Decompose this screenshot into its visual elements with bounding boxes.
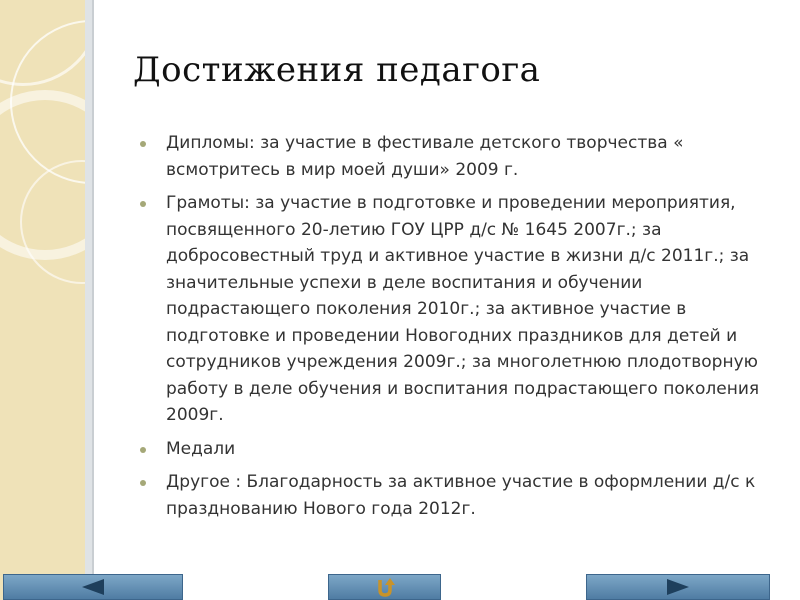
bullet-icon <box>140 480 146 486</box>
previous-slide-button[interactable] <box>3 574 183 600</box>
list-item-text: Грамоты: за участие в подготовке и проведении мероприятия, посвященного 20-летию ГОУ ЦРР д/с № 1645 2007г.; за добросовестный труд и активное участие в жизни д/с 2011г.; за значительные успехи в деле воспитания и обучении подрастающего поколения 2010г.; за активное участие в подготовке и проведении Новогодних праздников для детей и сотрудников учреждения 2009г.; за многолетнюю плодотворную работу в деле обучения и воспитания подрастающего поколения 2009г. <box>166 193 760 425</box>
arrow-left-icon <box>79 578 107 596</box>
list-item-text: Дипломы: за участие в фестивале детского творчества « всмотритесь в мир моей души» 2009 г. <box>166 133 684 180</box>
band-divider-line <box>92 0 94 600</box>
return-icon <box>373 576 397 598</box>
list-item-text: Медали <box>166 438 236 459</box>
band-divider <box>85 0 92 600</box>
arrow-right-icon <box>664 578 692 596</box>
slide-title: Достижения педагога <box>133 50 541 90</box>
bullet-icon <box>140 447 146 453</box>
bullet-icon <box>140 201 146 207</box>
list-item-certificates <box>138 190 778 429</box>
list-item-diplomas <box>138 130 778 183</box>
bullet-icon <box>140 141 146 147</box>
return-button[interactable] <box>328 574 441 600</box>
next-slide-button[interactable] <box>586 574 770 600</box>
list-item-other <box>138 469 778 522</box>
slide-navigation <box>0 574 800 600</box>
list-item-medals <box>138 436 778 463</box>
list-item-text: Другое : Благодарность за активное участие в оформлении д/с к празднованию Нового года 2012г. <box>166 472 756 519</box>
achievements-list <box>138 130 778 529</box>
decorative-side-band <box>0 0 85 600</box>
